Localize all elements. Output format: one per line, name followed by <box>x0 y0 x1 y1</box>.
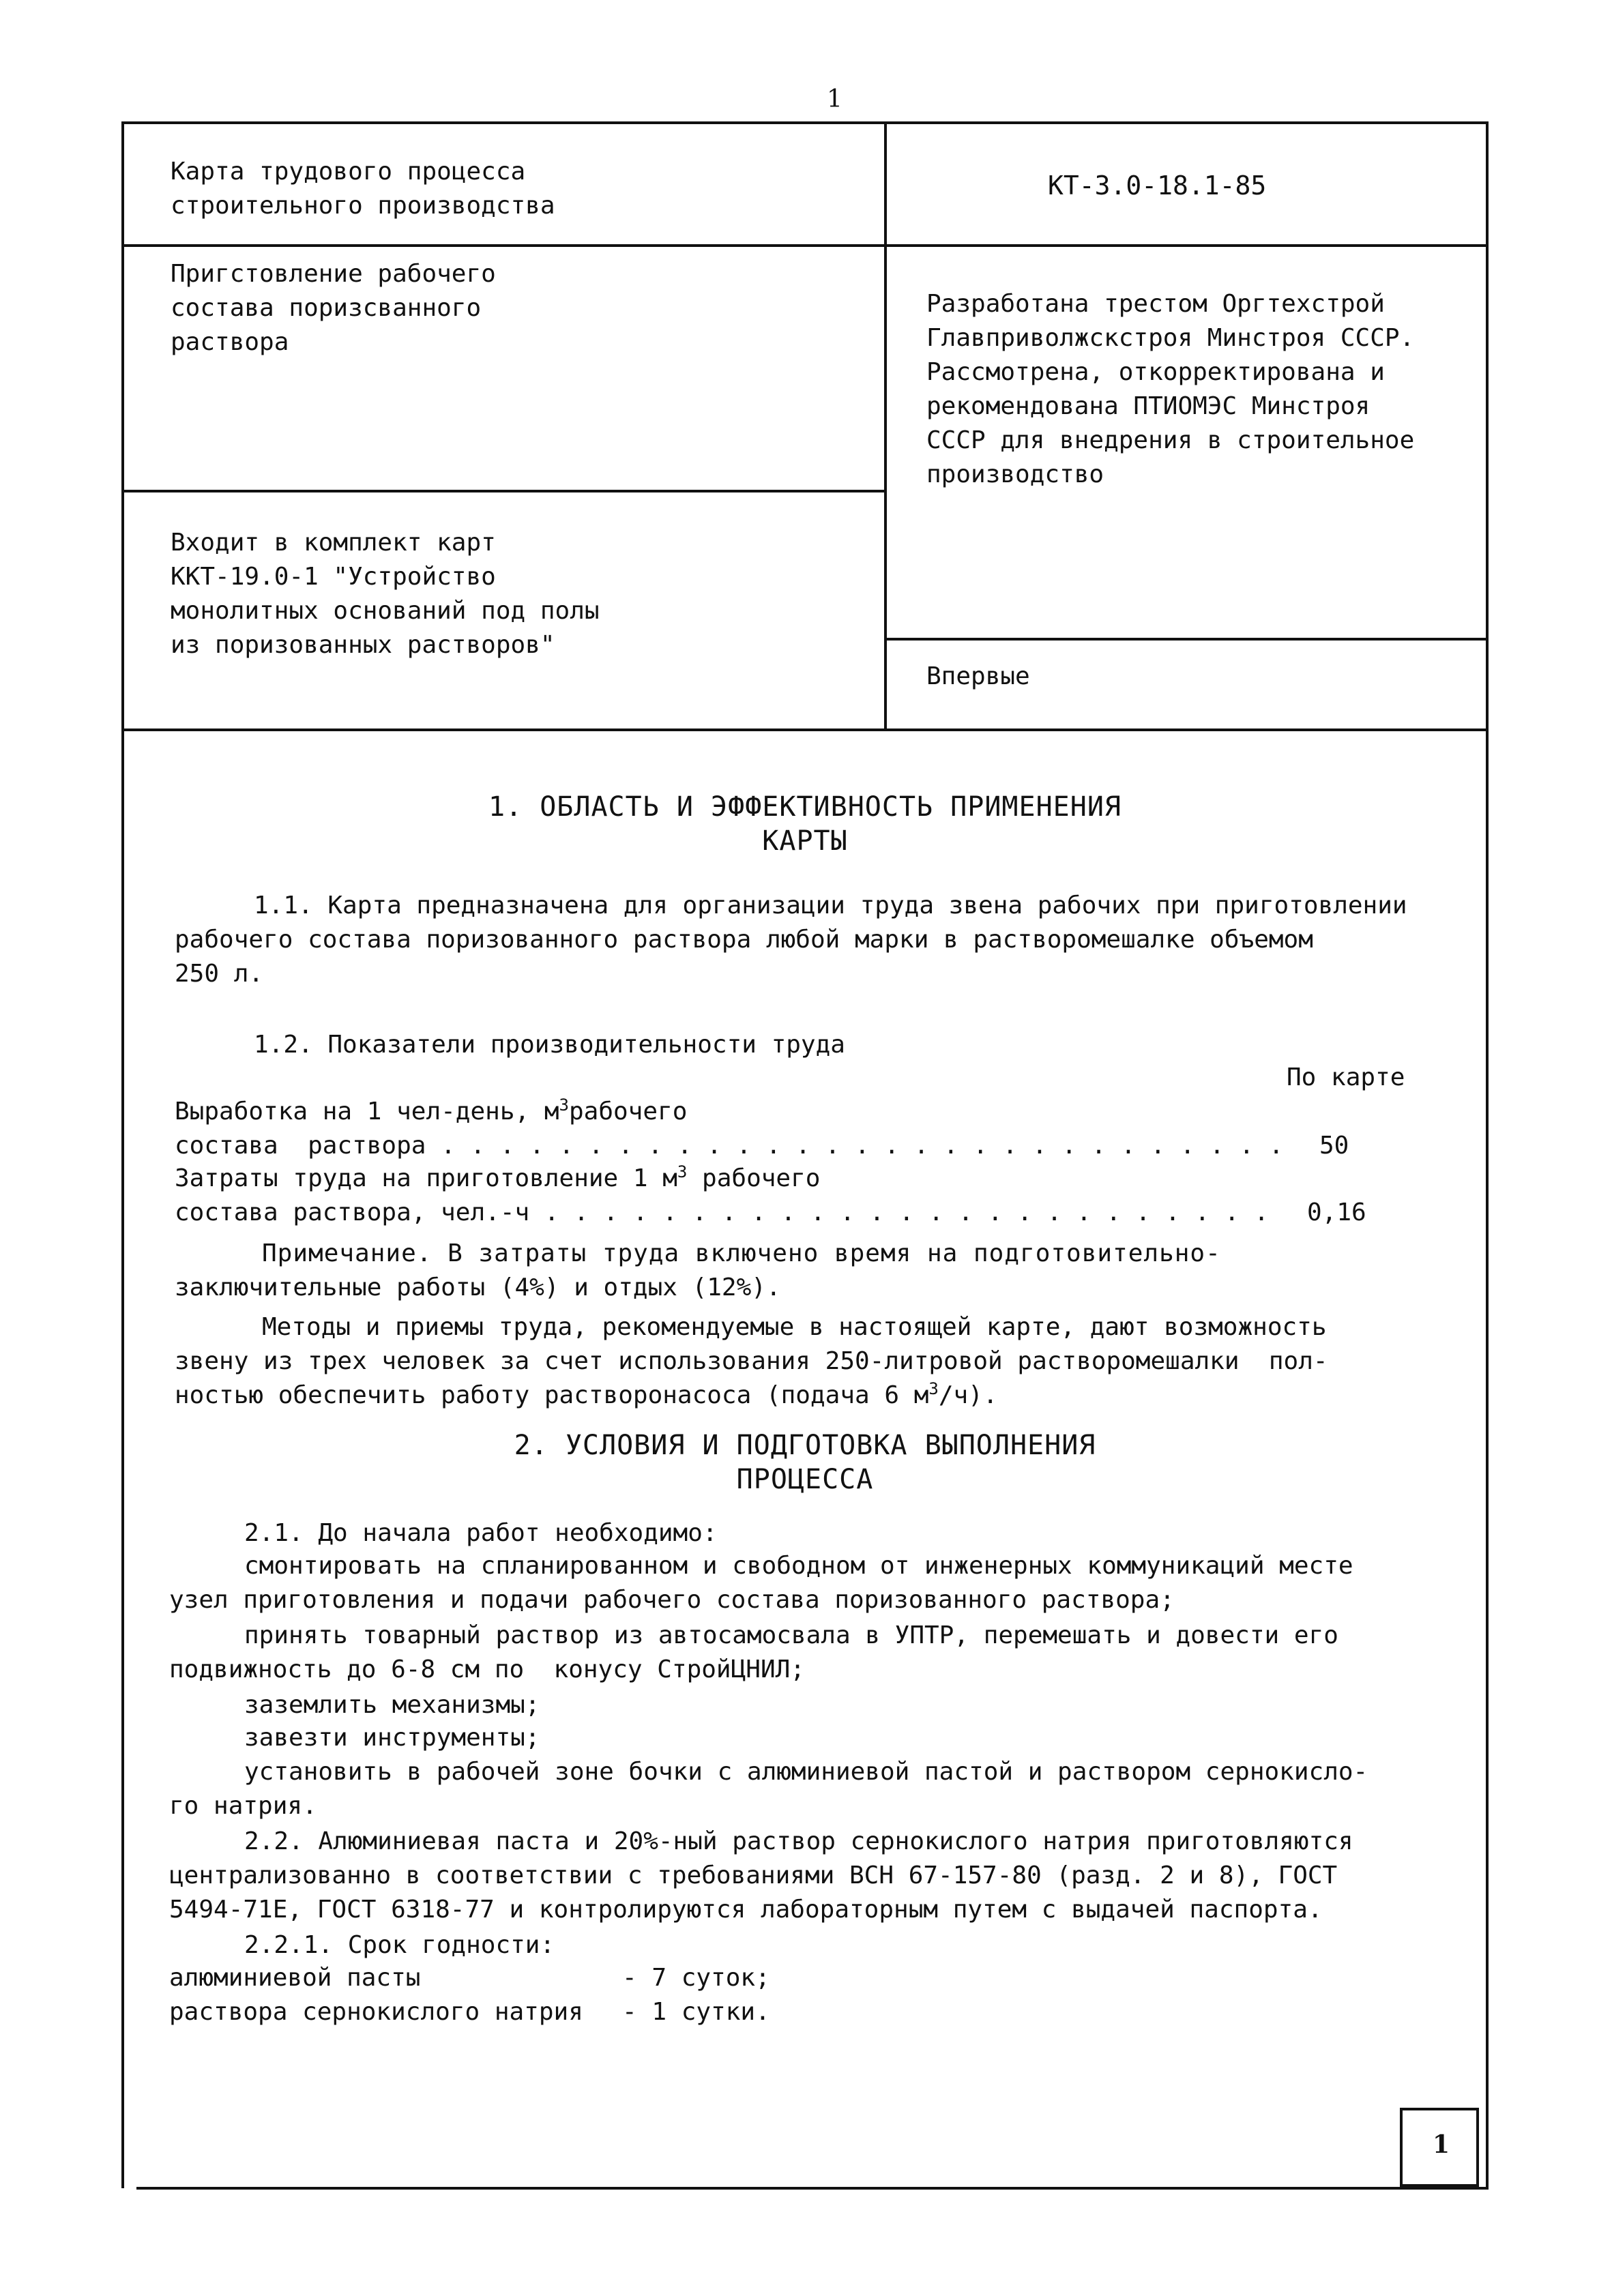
developer-line-2: Главприволжскстроя Минстроя СССР. <box>926 324 1415 352</box>
document-code: КТ-3.0-18.1-85 <box>1048 171 1267 201</box>
shelf-life-1-value: - 7 суток; <box>622 1964 770 1992</box>
p2-1-line-3: узел приготовления и подачи рабочего состава поризованного раствора; <box>169 1586 1175 1614</box>
subject-line-3: раствора <box>171 328 289 356</box>
developer-line-4: рекомендована ПТИОМЭС Минстроя <box>926 392 1371 420</box>
note-line-2: заключительные работы (4%) и отдых (12%). <box>175 1274 781 1301</box>
header-left-row-2-line <box>121 490 885 492</box>
developer-line-1: Разработана трестом Оргтехстрой <box>926 290 1385 318</box>
p2-1-line-6: заземлить механизмы; <box>244 1691 540 1719</box>
section-2-title-line-1: 2. УСЛОВИЯ И ПОДГОТОВКА ВЫПОЛНЕНИЯ <box>514 1430 1096 1461</box>
note-line-1: Примечание. В затраты труда включено время на подготовительно- <box>262 1239 1221 1267</box>
header-right-row-2-line <box>884 638 1489 641</box>
p1-2-title: 1.2. Показатели производительности труда <box>254 1031 845 1059</box>
p1-1-line-1: 1.1. Карта предназначена для организации труда звена рабочих при приготовлении <box>254 892 1407 919</box>
p2-1-line-7: завезти инструменты; <box>244 1724 540 1752</box>
title-cell-line-2: строительного производства <box>171 192 555 220</box>
p2-1-line-1: 2.1. До начала работ необходимо: <box>244 1519 718 1547</box>
frame-right <box>1486 121 1489 2188</box>
p2-1-line-2: смонтировать на спланированном и свободном от инженерных коммуникаций месте <box>244 1552 1353 1580</box>
developer-line-5: СССР для внедрения в строительное <box>926 426 1415 454</box>
developer-line-3: Рассмотрена, откорректирована и <box>926 358 1385 386</box>
indicator-1-value: 50 <box>1319 1132 1349 1160</box>
page-number-bottom: 1 <box>1433 2130 1450 2159</box>
section-1-title-line-2: КАРТЫ <box>762 825 848 857</box>
header-row-1-line <box>121 244 1489 247</box>
subject-line-1: Пригстовление рабочего <box>171 260 496 288</box>
p2-1-line-5: подвижность до 6-8 см по конусу СтройЦНИЛ; <box>169 1655 805 1683</box>
indicator-1-line-1 <box>175 1094 687 1130</box>
p1-1-line-3: 250 л. <box>175 960 264 988</box>
indicator-2-value: 0,16 <box>1307 1198 1366 1226</box>
p2-1-line-4: принять товарный раствор из автосамосвала в УПТР, перемешать и довести его <box>244 1621 1338 1649</box>
set-info-line-3: монолитных оснований под полы <box>171 597 600 625</box>
p1-1-line-2: рабочего состава поризованного раствора любой марки в растворомешалке объемом <box>175 926 1313 954</box>
indicator-2-line-1 <box>175 1161 820 1196</box>
section-1-title-line-1: 1. ОБЛАСТЬ И ЭФФЕКТИВНОСТЬ ПРИМЕНЕНИЯ <box>488 791 1122 823</box>
p2-2-1-title: 2.2.1. Срок годности: <box>244 1931 555 1959</box>
p2-1-line-8: установить в рабочей зоне бочки с алюминиевой пастой и раствором сернокисло- <box>244 1758 1368 1786</box>
indicator-1-line-2: состава раствора . . . . . . . . . . . . . . . . . . . . . . . . . . . . . <box>175 1132 1284 1160</box>
page-number-top: 1 <box>827 85 842 113</box>
p2-2-line-2: централизованно в соответствии с требованиями ВСН 67-157-80 (разд. 2 и 8), ГОСТ <box>169 1861 1338 1889</box>
edition-status: Впервые <box>926 662 1030 690</box>
methods-line-2: звену из трех человек за счет использования 250-литровой растворомешалки пол- <box>175 1347 1328 1375</box>
shelf-life-1-name: алюминиевой пасты <box>169 1964 421 1992</box>
methods-line-3-end: /ч). <box>938 1381 998 1409</box>
methods-sup: 3 <box>928 1379 939 1398</box>
indicator-2-line-2: состава раствора, чел.-ч . . . . . . . . . . . . . . . . . . . . . . . . . <box>175 1198 1269 1226</box>
shelf-life-2-name: раствора сернокислого натрия <box>169 1998 583 2026</box>
column-header-by-card: По карте <box>1287 1063 1405 1091</box>
shelf-life-2-value: - 1 сутки. <box>622 1998 770 2026</box>
indicator-1-sup: 3 <box>559 1095 569 1115</box>
p2-2-line-3: 5494-71Е, ГОСТ 6318-77 и контролируются лабораторным путем с выдачей паспорта. <box>169 1896 1323 1924</box>
set-info-line-2: ККТ-19.0-1 "Устройство <box>171 563 496 591</box>
section-2-title-line-2: ПРОЦЕССА <box>736 1464 874 1495</box>
frame-bottom <box>136 2187 1489 2190</box>
set-info-line-1: Входит в комплект карт <box>171 529 496 557</box>
subject-line-2: состава поризсванного <box>171 294 482 322</box>
title-cell-line-1: Карта трудового процесса <box>171 158 526 186</box>
methods-line-3 <box>175 1378 998 1413</box>
p2-2-line-1: 2.2. Алюминиевая паста и 20%-ный раствор сернокислого натрия приготовляются <box>244 1827 1353 1855</box>
methods-line-3-text: ностью обеспечить работу растворонасоса (подача 6 м <box>175 1381 929 1409</box>
methods-line-1: Методы и приемы труда, рекомендуемые в настоящей карте, дают возможность <box>262 1313 1327 1341</box>
developer-line-6: производство <box>926 460 1104 488</box>
indicator-1-text: Выработка на 1 чел-день, м <box>175 1098 559 1125</box>
set-info-line-4: из поризованных растворов" <box>171 631 555 659</box>
indicator-2-sup: 3 <box>677 1162 688 1181</box>
frame-left <box>121 121 124 2188</box>
frame-top <box>121 121 1489 124</box>
header-bottom-line <box>121 728 1489 731</box>
indicator-2-text: Затраты труда на приготовление 1 м <box>175 1164 677 1192</box>
indicator-1-text-b: рабочего <box>568 1098 688 1125</box>
indicator-2-text-b: рабочего <box>687 1164 821 1192</box>
p2-1-line-9: го натрия. <box>169 1792 317 1820</box>
